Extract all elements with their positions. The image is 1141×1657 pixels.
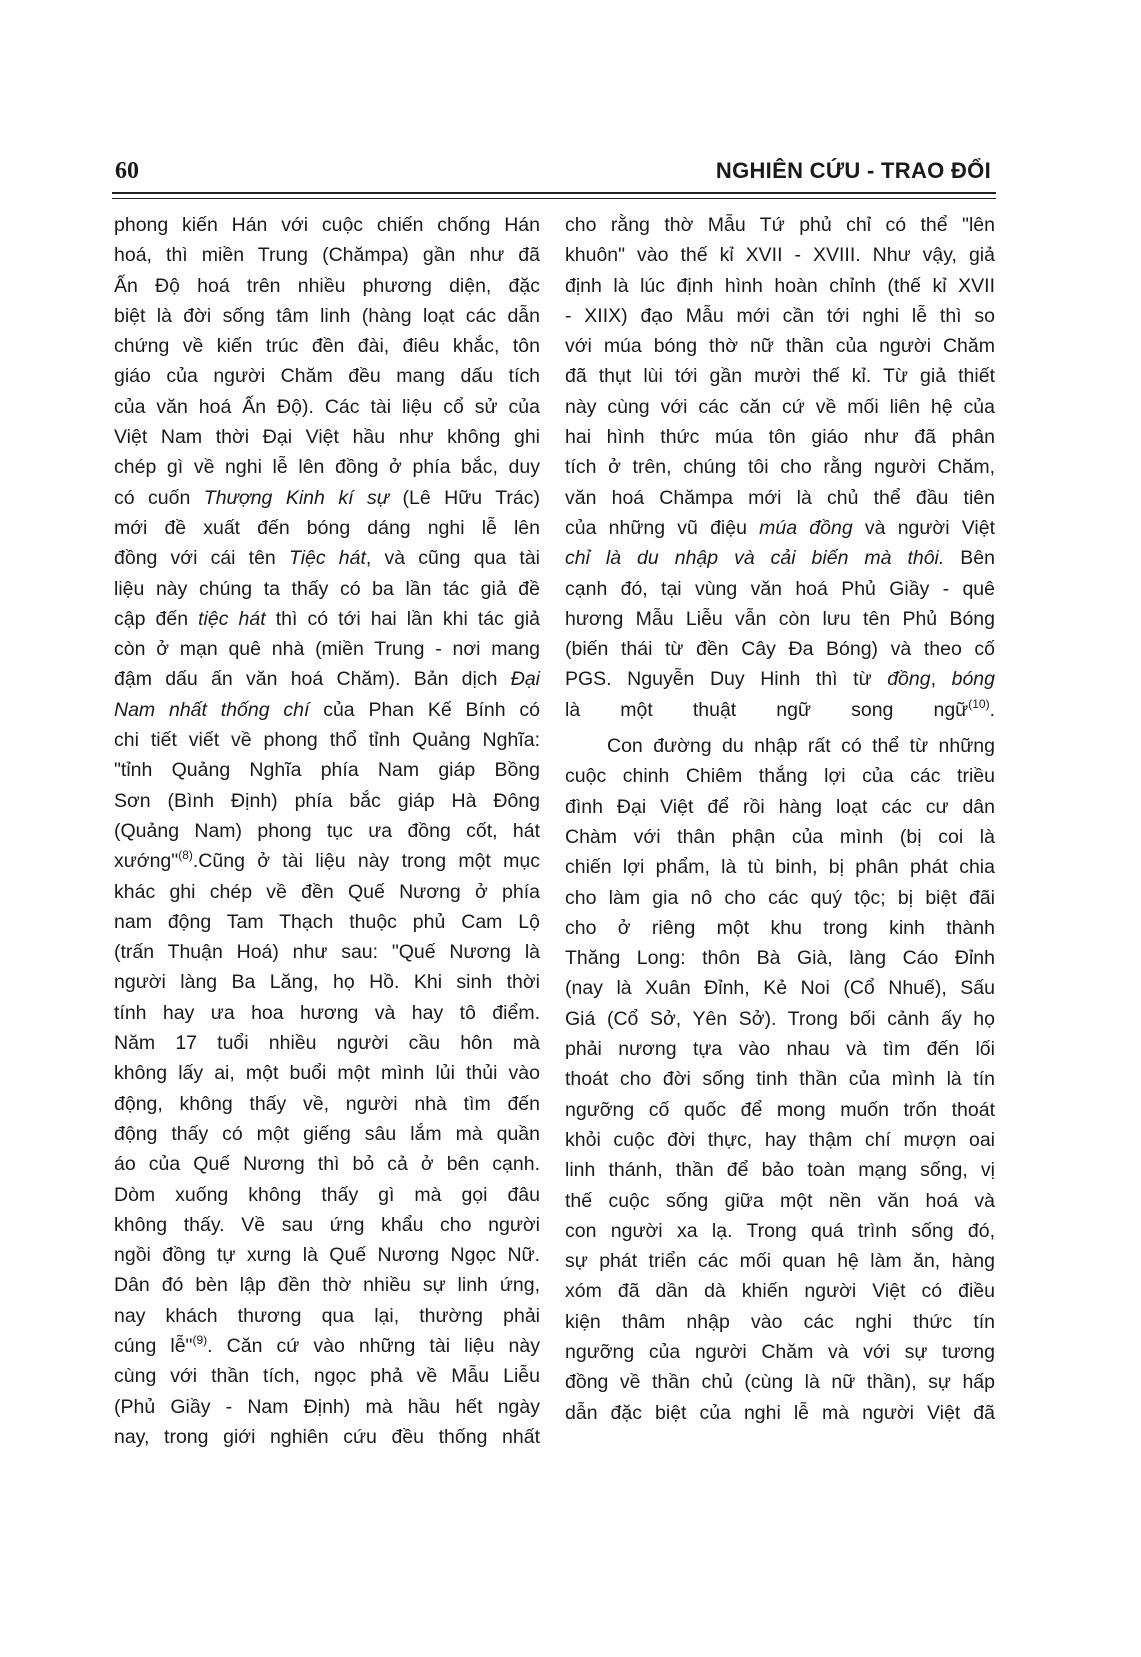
text-line: xóm đã dần dà khiến người Việt có điều [565,1280,995,1303]
text-line: không lấy ai, một buổi một mình lủi thủi vào [114,1062,540,1085]
text-line: chỉ là du nhập và cải biến mà thôi. Bên [565,547,995,570]
text-line: liệu này chúng ta thấy có ba lần tác giả đề [114,577,540,600]
text-line: thế cuộc sống giữa một nền văn hoá và [565,1189,995,1212]
text-line: người làng Ba Lăng, họ Hồ. Khi sinh thời [114,971,540,994]
text-line: là một thuật ngữ song ngữ$^{(10)}$. [565,696,995,721]
text-line: mới đề xuất đến bóng dáng nghi lễ lên [114,516,540,539]
text-line: cho rằng thờ Mẫu Tứ phủ chỉ có thể "lên [565,214,995,236]
text-line: cuộc chinh Chiêm thắng lợi của các triều [565,765,995,788]
right-paragraph-1 [565,210,995,725]
text-line: định là lúc định hình hoàn chỉnh (thế kỉ XVII [565,274,995,297]
text-line: của văn hoá Ấn Độ). Các tài liệu cổ sử của [114,395,540,418]
text-line: đồng với cái tên Tiệc hát, và cũng qua tài [114,547,540,570]
text-line: đậm dấu ấn văn hoá Chăm). Bản dịch Đại [114,668,540,691]
text-line: Năm 17 tuổi nhiều người cầu hôn mà [114,1032,540,1055]
text-line: cho ở riêng một khu trong kinh thành [565,916,995,939]
text-line: sự phát triển các mối quan hệ làm ăn, hàng [565,1250,995,1273]
text-line: nay khách thương qua lại, thường phải [114,1304,540,1327]
text-line: còn ở mạn quê nhà (miền Trung - nơi mang [114,638,540,661]
text-line: chép gì về nghi lễ lên đồng ở phía bắc, duy [114,456,540,479]
text-line: chiến lợi phẩm, là tù binh, bị phân phát chia [565,856,995,879]
text-line: cúng lễ"$^{(9)}$. Căn cứ vào những tài liệu này [114,1332,540,1357]
text-line: xướng"$^{(8)}$.Cũng ở tài liệu này trong một mục [114,848,540,873]
text-line: Chàm với thân phận của mình (bị coi là [565,825,995,848]
text-line: cho làm gia nô cho các quý tộc; bị biệt đãi [565,886,995,909]
text-line: Con đường du nhập rất có thể từ những [607,735,995,758]
text-line: động, không thấy về, người nhà tìm đến [114,1092,540,1115]
text-line: "tỉnh Quảng Nghĩa phía Nam giáp Bồng [114,759,540,782]
text-line: phong kiến Hán với cuộc chiến chống Hán [114,214,540,236]
section-title: NGHIÊN CỨU - TRAO ĐỔI [715,158,991,183]
text-line: (Quảng Nam) phong tục ưa đồng cốt, hát [114,819,540,842]
text-line: cạnh đó, tại vùng văn hoá Phủ Giầy - quê [565,577,995,600]
text-line: Ấn Độ hoá trên nhiều phương diện, đặc [114,274,540,297]
text-line: với múa bóng thờ nữ thần của người Chăm [565,335,995,358]
text-line: Giá (Cổ Sở, Yên Sở). Trong bối cảnh ấy họ [565,1007,995,1030]
text-line: nam động Tam Thạch thuộc phủ Cam Lộ [114,910,540,933]
text-line: (Phủ Giầy - Nam Định) mà hầu hết ngày [114,1395,540,1418]
text-line: có cuốn Thượng Kinh kí sự (Lê Hữu Trác) [114,486,541,509]
right-column [565,210,995,1428]
text-line: Dân đó bèn lập đền thờ nhiều sự linh ứng, [114,1274,540,1297]
text-line: Dòm xuống không thấy gì mà gọi đâu [114,1183,540,1206]
text-line: (trấn Thuận Hoá) như sau: "Quế Nương là [114,941,540,964]
text-line: linh thánh, thần để bảo toàn mạng sống, vị [565,1159,995,1182]
text-line: khuôn" vào thế kỉ XVII - XVIII. Như vậy, giả [565,244,995,267]
text-line: giáo của người Chăm đều mang dấu tích [114,365,540,388]
text-line: kiện thâm nhập vào các nghi thức tín [565,1310,995,1333]
header-rule [112,192,996,194]
text-line: này cùng với các căn cứ về mối liên hệ của [565,395,995,418]
text-line: Việt Nam thời Đại Việt hầu như không ghi [114,426,540,449]
right-paragraph-2 [565,731,995,1428]
text-line: chứng về kiến trúc đền đài, điêu khắc, tôn [114,335,540,358]
text-line: Thăng Long: thôn Bà Già, làng Cáo Đỉnh [565,947,995,970]
text-line: Nam nhất thống chí của Phan Kế Bính có [114,698,541,721]
text-line: cập đến tiệc hát thì có tới hai lần khi tác giả [114,607,540,630]
text-line: khác ghi chép về đền Quế Nương ở phía [114,880,540,903]
text-line: cùng với thần tích, ngọc phả về Mẫu Liễu [114,1365,540,1388]
text-line: PGS. Nguyễn Duy Hinh thì từ đồng, bóng [565,668,995,691]
text-line: văn hoá Chămpa mới là chủ thể đầu tiên [565,486,995,509]
text-line: hai hình thức múa tôn giáo như đã phân [565,426,995,449]
text-line: áo của Quế Nương thì bỏ cả ở bên cạnh. [114,1153,540,1176]
text-line: nay, trong giới nghiên cứu đều thống nhất [114,1425,540,1448]
text-line: hương Mẫu Liễu vẫn còn lưu tên Phủ Bóng [565,607,995,630]
header-rule-thin [112,198,996,199]
text-line: hoá, thì miền Trung (Chămpa) gần như đã [114,244,540,267]
text-line: ngồi đồng tự xưng là Quế Nương Ngọc Nữ. [114,1244,540,1267]
text-line: ngưỡng của người Chăm và với sự tương [565,1340,995,1363]
text-line: phải nương tựa vào nhau và tìm đến lối [565,1038,995,1061]
text-line: tính hay ưa hoa hương và hay tô điểm. [114,1001,540,1024]
page-number: 60 [115,158,139,184]
text-line: đồng về thần chủ (cùng là nữ thần), sự hấp [565,1371,995,1394]
text-line: Sơn (Bình Định) phía bắc giáp Hà Đông [114,789,540,812]
text-line: chi tiết viết về phong thổ tỉnh Quảng Nghĩa: [114,729,540,752]
text-line: (biến thái từ đền Cây Đa Bóng) và theo cố [565,638,995,661]
text-line: của những vũ điệu múa đồng và người Việt [565,516,996,539]
text-line: (nay là Xuân Đỉnh, Kẻ Noi (Cổ Nhuế), Sấu [565,977,995,1000]
text-line: đã thụt lùi tới gần mười thế kỉ. Từ giả thiết [565,365,995,388]
text-line: khỏi cuộc đời thực, hay thậm chí mượn oai [565,1128,995,1151]
text-line: đình Đại Việt để rồi hàng loạt các cư dân [565,795,995,818]
text-line: thoát cho đời sống tinh thần của mình là tín [565,1068,995,1091]
text-line: ngưỡng cố quốc để mong muốn trốn thoát [565,1098,995,1121]
left-column [114,210,540,1452]
text-line: động thấy có một giếng sâu lắm mà quần [114,1122,540,1145]
text-line: biệt là đời sống tâm linh (hàng loạt các dẫn [114,304,540,327]
text-line: dẫn đặc biệt của nghi lễ mà người Việt đã [565,1401,995,1424]
text-line: - XIIX) đạo Mẫu mới cần tới nghi lễ thì so [565,304,995,327]
text-line: con người xa lạ. Trong quá trình sống đó, [565,1219,995,1242]
text-line: không thấy. Về sau ứng khẩu cho người [114,1213,540,1236]
text-line: tích ở trên, chúng tôi cho rằng người Chăm, [565,456,995,479]
